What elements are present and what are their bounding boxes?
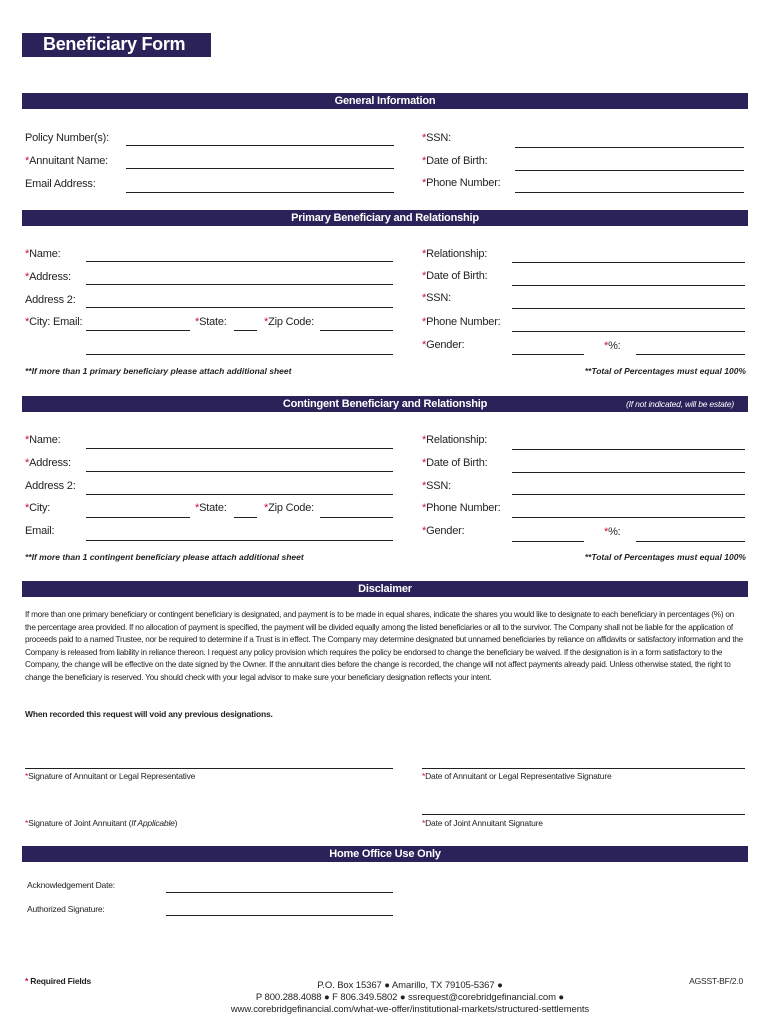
contingent-ssn-field[interactable]	[512, 494, 745, 495]
contingent-dob-field[interactable]	[512, 472, 745, 473]
primary-phone-field[interactable]	[512, 331, 745, 332]
primary-state-label: *State:	[195, 316, 227, 328]
contingent-gender-field[interactable]	[512, 541, 584, 542]
annuitant-name-field[interactable]	[126, 168, 394, 169]
contingent-address-label: *Address:	[25, 457, 71, 469]
primary-gender-field[interactable]	[512, 354, 584, 355]
authorized-signature-label: Authorized Signature:	[27, 904, 105, 914]
contingent-zip-field[interactable]	[320, 517, 393, 518]
dob-field[interactable]	[515, 170, 744, 171]
contingent-ssn-label: *SSN:	[422, 480, 451, 492]
authorized-signature-field[interactable]	[166, 915, 393, 916]
contingent-address2-label: Address 2:	[25, 480, 76, 492]
annuitant-signature-field[interactable]	[25, 768, 393, 769]
contingent-dob-label: *Date of Birth:	[422, 457, 488, 469]
annuitant-name-label: *Annuitant Name:	[25, 155, 109, 167]
joint-signature-label: *Signature of Joint Annuitant (If Applicable)	[25, 818, 178, 828]
primary-ssn-label: *SSN:	[422, 292, 451, 304]
disclaimer-text: If more than one primary beneficiary or contingent beneficiary is designated, and payment is to be made in equal shares, indicate the shares you would like to designate to each beneficiary in percentages (%) on the percentage area provided. If no allocation of payment is specified, the payment will be divided equally among the listed beneficiaries or all to the survivor. The Company shall not be liable for the application of proceeds paid to a named Trustee, nor be required to determine if a Trust is in effect. The Company may determine designated but unnamed beneficiaries by reliance on affidavits or satisfactory information and the Company is released from liability in reliance thereon. I request any policy provision which requires the policy be endorsed to change the beneficiary be waived. If the designation is in a form satisfactory to the Company, the change will be effective on the date signed by the Owner. If the annuitant dies before the change is recorded, the change will not affect payments already paid. Unless otherwise stated, the right to change the beneficiary is reserved. You should check with your legal advisor to make sure your beneficiary designation reflects your intent.	[25, 610, 743, 682]
primary-name-label: *Name:	[25, 248, 61, 260]
section-contingent-header: Contingent Beneficiary and Relationship (If not indicated, will be estate)	[22, 396, 748, 412]
contingent-percent-note: **Total of Percentages must equal 100%	[584, 552, 746, 562]
primary-additional-note: **If more than 1 primary beneficiary please attach additional sheet	[25, 366, 292, 376]
section-general-header: General Information	[22, 93, 748, 109]
primary-dob-label: *Date of Birth:	[422, 270, 488, 282]
footer-contact: P 800.288.4088 ● F 806.349.5802 ● ssrequest@corebridgefinancial.com ●	[255, 992, 565, 1003]
contingent-relationship-field[interactable]	[512, 449, 745, 450]
section-disclaimer-header: Disclaimer	[22, 581, 748, 597]
contingent-email-field[interactable]	[86, 540, 393, 541]
contingent-name-field[interactable]	[86, 448, 393, 449]
contingent-state-label: *State:	[195, 502, 227, 514]
form-title-box	[22, 33, 211, 57]
contingent-percent-field[interactable]	[636, 541, 745, 542]
form-code: AGSST-BF/2.0	[689, 976, 743, 986]
contingent-address2-field[interactable]	[86, 494, 393, 495]
annuitant-date-field[interactable]	[422, 768, 745, 769]
primary-dob-field[interactable]	[512, 285, 745, 286]
contingent-zip-label: *Zip Code:	[264, 502, 314, 514]
email-address-label: Email Address:	[25, 178, 96, 190]
contingent-name-label: *Name:	[25, 434, 61, 446]
dob-label: *Date of Birth:	[422, 155, 488, 167]
contingent-relationship-label: *Relationship:	[422, 434, 488, 446]
ssn-label: *SSN:	[422, 132, 451, 144]
primary-address2-field[interactable]	[86, 307, 393, 308]
policy-number-label: Policy Number(s):	[25, 132, 110, 144]
primary-phone-label: *Phone Number:	[422, 316, 501, 328]
primary-gender-label: *Gender:	[422, 339, 465, 351]
primary-city-field[interactable]	[86, 330, 190, 331]
primary-address2-label: Address 2:	[25, 294, 76, 306]
primary-percent-label: *%:	[604, 340, 621, 352]
contingent-percent-label: *%:	[604, 526, 621, 538]
joint-date-field[interactable]	[422, 814, 745, 815]
section-primary-header: Primary Beneficiary and Relationship	[22, 210, 748, 226]
contingent-additional-note: **If more than 1 contingent beneficiary please attach additional sheet	[25, 552, 304, 562]
joint-date-label: *Date of Joint Annuitant Signature	[422, 818, 543, 828]
primary-ssn-field[interactable]	[512, 308, 745, 309]
annuitant-signature-label: *Signature of Annuitant or Legal Representative	[25, 771, 196, 781]
policy-number-field[interactable]	[126, 145, 394, 146]
primary-percent-note: **Total of Percentages must equal 100%	[584, 366, 746, 376]
footer-address: P.O. Box 15367 ● Amarillo, TX 79105-5367 ●	[317, 980, 503, 991]
acknowledgement-date-label: Acknowledgement Date:	[27, 880, 115, 890]
acknowledgement-date-field[interactable]	[166, 892, 393, 893]
primary-name-field[interactable]	[86, 261, 393, 262]
contingent-address-field[interactable]	[86, 471, 393, 472]
void-notice: When recorded this request will void any previous designations.	[25, 709, 273, 719]
phone-label: *Phone Number:	[422, 177, 501, 189]
primary-address-field[interactable]	[86, 284, 393, 285]
contingent-city-label: *City:	[25, 502, 51, 514]
contingent-email-label: Email:	[25, 525, 55, 537]
primary-city-label: *City: Email:	[25, 316, 83, 328]
primary-relationship-field[interactable]	[512, 262, 745, 263]
contingent-estate-note: (If not indicated, will be estate)	[625, 399, 734, 409]
primary-zip-label: *Zip Code:	[264, 316, 314, 328]
contingent-phone-field[interactable]	[512, 517, 745, 518]
form-title: Beneficiary Form	[43, 34, 186, 54]
ssn-field[interactable]	[515, 147, 744, 148]
required-fields-legend: * Required Fields	[25, 976, 92, 986]
email-address-field[interactable]	[126, 192, 394, 193]
footer-website: www.corebridgefinancial.com/what-we-offer/institutional-markets/structured-settlements	[230, 1004, 590, 1015]
section-home-office-header: Home Office Use Only	[22, 846, 748, 862]
contingent-city-field[interactable]	[86, 517, 190, 518]
contingent-state-field[interactable]	[234, 517, 257, 518]
primary-relationship-label: *Relationship:	[422, 248, 488, 260]
contingent-gender-label: *Gender:	[422, 525, 465, 537]
annuitant-date-label: *Date of Annuitant or Legal Representative Signature	[422, 771, 612, 781]
primary-state-field[interactable]	[234, 330, 257, 331]
primary-zip-field[interactable]	[320, 330, 393, 331]
primary-address-label: *Address:	[25, 271, 71, 283]
primary-email-field[interactable]	[86, 354, 393, 355]
primary-percent-field[interactable]	[636, 354, 745, 355]
contingent-phone-label: *Phone Number:	[422, 502, 501, 514]
phone-field[interactable]	[515, 192, 744, 193]
